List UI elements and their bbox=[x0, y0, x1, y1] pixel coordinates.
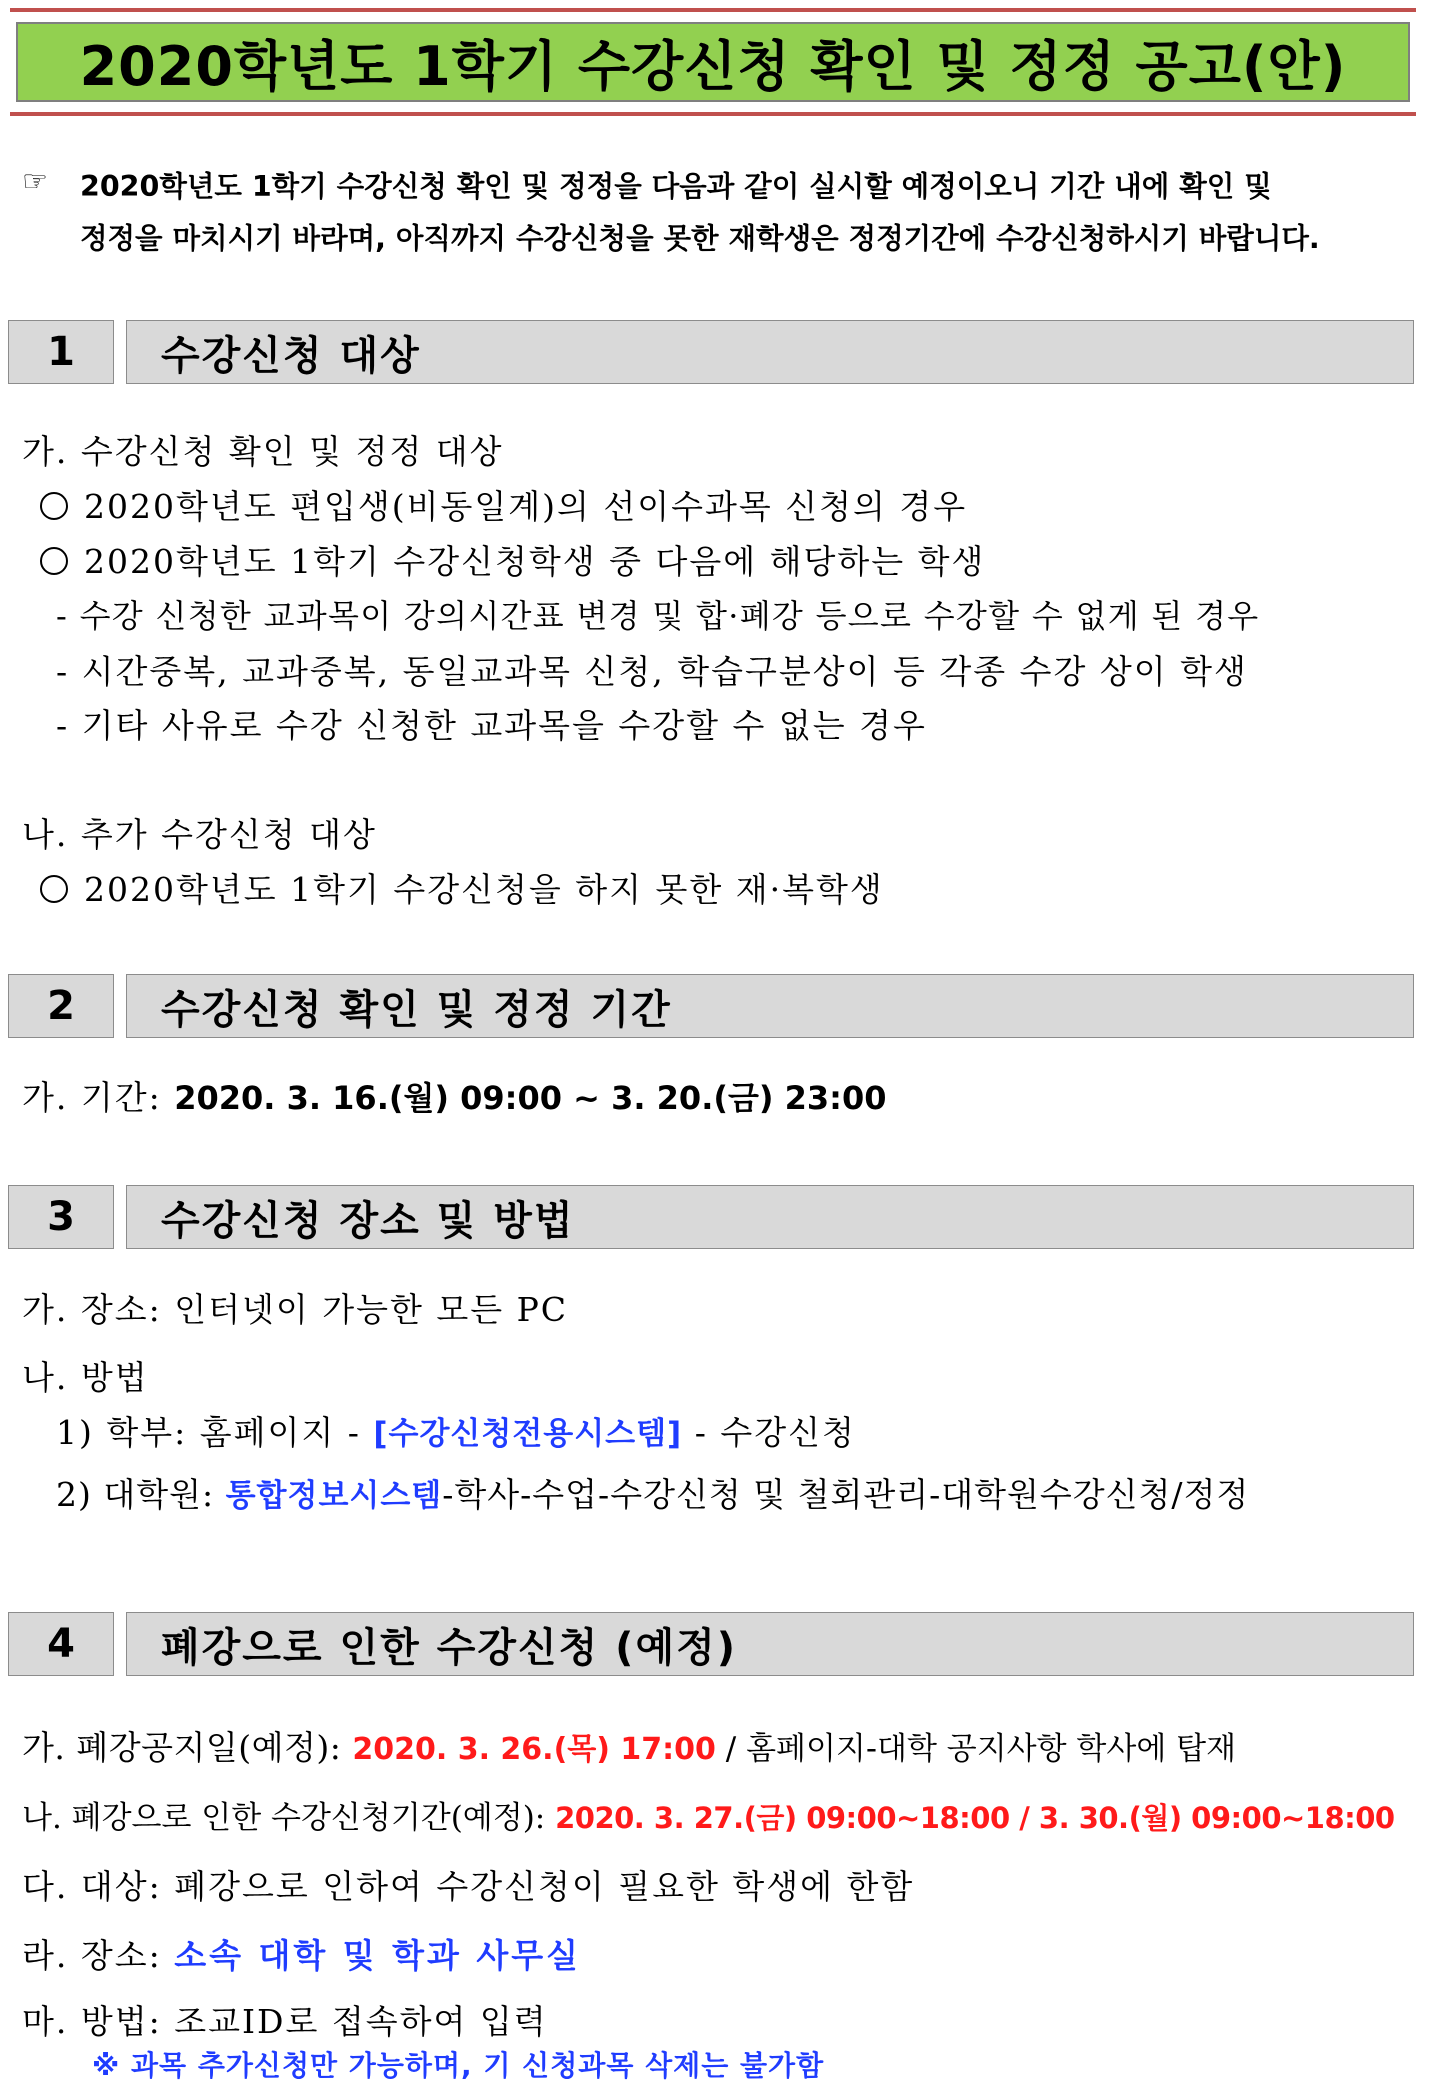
section-1-subitem-1: - 수강 신청한 교과목이 강의시간표 변경 및 합·폐강 등으로 수강할 수 없게 된 경우 bbox=[56, 597, 1260, 635]
section-1-subitem-3: - 기타 사유로 수강 신청한 교과목을 수강할 수 없는 경우 bbox=[56, 706, 927, 745]
circle-bullet-icon bbox=[40, 492, 68, 520]
section-1-title: 수강신청 대상 bbox=[126, 320, 1414, 384]
section-2-number: 2 bbox=[8, 974, 114, 1038]
title-rule-top bbox=[10, 8, 1416, 12]
section-4-ma: 마. 방법: 조교ID로 접속하여 입력 bbox=[22, 2002, 548, 2041]
integrated-info-system-link[interactable]: 통합정보시스템 bbox=[225, 1478, 443, 1514]
section-4-ga: 가. 폐강공지일(예정): 2020. 3. 26.(목) 17:00 / 홈페이지-대학 공지사항 학사에 탑재 bbox=[22, 1728, 1237, 1767]
course-registration-system-link[interactable]: [수강신청전용시스템] bbox=[373, 1416, 683, 1452]
section-3-method-2: 2) 대학원: 통합정보시스템-학사-수업-수강신청 및 철회관리-대학원수강신청/정정 bbox=[56, 1475, 1250, 1514]
title-rule-bottom bbox=[10, 112, 1416, 116]
section-3-title: 수강신청 장소 및 방법 bbox=[126, 1185, 1414, 1249]
title-banner bbox=[10, 8, 1416, 116]
section-4-na: 나. 폐강으로 인한 수강신청기간(예정): 2020. 3. 27.(금) 09:00~18:00 / 3. 30.(월) 09:00~18:00 bbox=[22, 1800, 1395, 1836]
section-1-ga-item-2: 2020학년도 1학기 수강신청학생 중 다음에 해당하는 학생 bbox=[40, 536, 985, 583]
registration-place: 소속 대학 및 학과 사무실 bbox=[174, 1936, 581, 1975]
section-1-ga-label: 가. 수강신청 확인 및 정정 대상 bbox=[22, 432, 504, 471]
closure-registration-period: 2020. 3. 27.(금) 09:00~18:00 / 3. 30.(월) 09:00~18:00 bbox=[555, 1801, 1395, 1835]
section-1-number: 1 bbox=[8, 320, 114, 384]
section-4-ra: 라. 장소: 소속 대학 및 학과 사무실 bbox=[22, 1936, 581, 1975]
section-3-number: 3 bbox=[8, 1185, 114, 1249]
section-1-ga-item-1: 2020학년도 편입생(비동일계)의 선이수과목 신청의 경우 bbox=[40, 481, 967, 528]
section-1-na-item: 2020학년도 1학기 수강신청을 하지 못한 재·복학생 bbox=[40, 864, 884, 911]
section-2-period: 가. 기간: 2020. 3. 16.(월) 09:00 ~ 3. 20.(금) 23:00 bbox=[22, 1078, 887, 1117]
section-4-da: 다. 대상: 폐강으로 인하여 수강신청이 필요한 학생에 한함 bbox=[22, 1867, 915, 1906]
closure-notice-date: 2020. 3. 26.(목) 17:00 bbox=[352, 1732, 716, 1767]
section-4-note: ※ 과목 추가신청만 가능하며, 기 신청과목 삭제는 불가함 bbox=[92, 2049, 825, 2082]
section-4-title: 폐강으로 인한 수강신청 (예정) bbox=[126, 1612, 1414, 1676]
section-2-title: 수강신청 확인 및 정정 기간 bbox=[126, 974, 1414, 1038]
intro-line-2: 정정을 마치시기 바라며, 아직까지 수강신청을 못한 재학생은 정정기간에 수강신청하시기 바랍니다. bbox=[80, 222, 1320, 255]
section-4-number: 4 bbox=[8, 1612, 114, 1676]
period-dates: 2020. 3. 16.(월) 09:00 ~ 3. 20.(금) 23:00 bbox=[174, 1079, 887, 1117]
section-1-na-label: 나. 추가 수강신청 대상 bbox=[22, 815, 377, 854]
page-title: 2020학년도 1학기 수강신청 확인 및 정정 공고(안) bbox=[16, 22, 1410, 102]
section-3-method-1: 1) 학부: 홈페이지 - [수강신청전용시스템] - 수강신청 bbox=[56, 1413, 856, 1452]
section-1-subitem-2: - 시간중복, 교과중복, 동일교과목 신청, 학습구분상이 등 각종 수강 상이 학생 bbox=[56, 652, 1248, 691]
circle-bullet-icon bbox=[40, 547, 68, 575]
section-3-method-label: 나. 방법 bbox=[22, 1358, 149, 1397]
circle-bullet-icon bbox=[40, 875, 68, 903]
intro-line-1: 2020학년도 1학기 수강신청 확인 및 정정을 다음과 같이 실시할 예정이오니 기간 내에 확인 및 bbox=[80, 170, 1272, 203]
section-3-place: 가. 장소: 인터넷이 가능한 모든 PC bbox=[22, 1290, 569, 1329]
pointing-hand-icon: ☞ bbox=[22, 164, 48, 198]
